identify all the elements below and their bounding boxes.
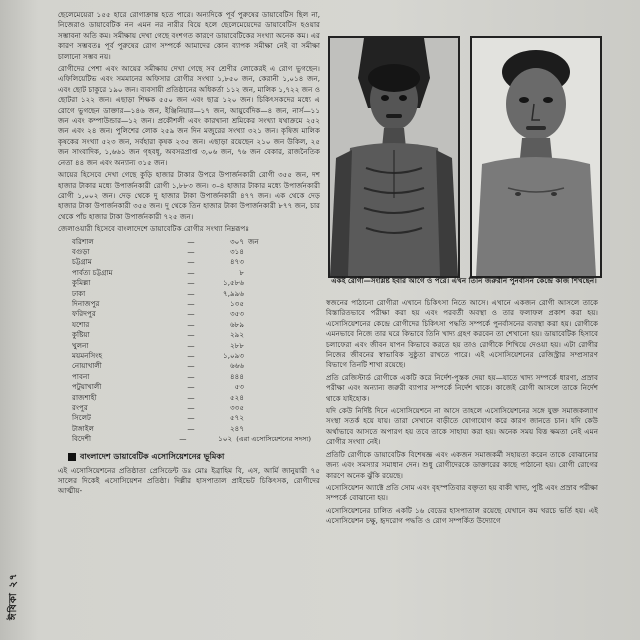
table-row: সিলেট — ৫৭২ [72, 413, 244, 423]
paragraph: রোগীদের পেশা এবং আয়ের সমীক্ষায় দেখা গেছে সব শ্রেণীর লোকেরই এ রোগ ভুগছেন। এফিলিয়েটিভ এবং সমমানের অফিসার রোগীর সংখ্যা ১,৮৫০ জন, কেরানী ১,০১৪ জন, এবং ছোট চাকুরে ১৯০ জন। ব্যবসায়ী প্রতিষ্ঠানের অধিকর্তা ১১২ জন, মালিক ১,৭২২ জন ও ছোটরা ১২২ জন। এছাড়া শিক্ষক ৫৫০ জন এবং ছাত্র ১২০ জন। চিকিৎসকদের মধ্যে এ রোগে ভুগছেন ডাক্তার—১৪৬ জন, ইঞ্জিনিয়ার—১৭ জন, আয়ুর্বেদিক—৪ জন, নার্স—১১ জন এবং কম্পাউন্ডার—১২ জন। প্রকৌশলী এবং কারখানা শ্রমিকের সংখ্যা যথাক্রমে ২৫২ জন এবং ২৪ জন। পুলিশের লোক ২৫৯ জন দিন মজুরের সংখ্যা ৩২১ জন। কৃষিজ মালিক কৃষকের সংখ্যা ৫২৩ জন, সর্বহারা কৃষক ২৩৫ জন। এছাড়া রয়েছেন ২১০ জন উকিল, ২৫ জন সাংবাদিক, ১,৬৬১ জন গৃহবধূ, অবসরপ্রাপ্ত ৩,০৬ জন, ৭৬ জন বেকার, রাজনৈতিক নেতা ৪৪ জন এবং অন্যান্য ৩১৫ জন। [58, 64, 320, 167]
section-heading: বাংলাদেশ ডায়াবেটিক এসোসিয়েশনের ভূমিকা [68, 451, 320, 464]
paragraph: ছেলেমেয়েরা ১৫৫ হারে রোগাক্রান্ত হতে পারে। অন্যদিকে পূর্ব পুরুষের ডায়াবেটিস ছিল না, নিজেরাও ডায়াবেটিক নন এমন নর নারীর বিয়ে হলে ছেলেমেয়েদের ডায়াবেটিস হওয়ার সম্ভাবনা অতি কম। সমীক্ষায় দেখা গেছে বংশগত কারণে ডায়াবেটিকের সংখ্যা অনেক কম। এর কারণ সম্ভবতঃ পূর্ব পুরুষের রোগ সম্পর্কে আমাদের কোন ব্যাপক সমীক্ষা নেই বা সমীক্ষা চালানো সম্ভব নয়। [58, 10, 320, 61]
paragraph: এই এসোসিয়েশনের প্রতিষ্ঠাতা প্রেসিডেন্ট ডঃ মোঃ ইব্রাহিম বি, এস, আর্মি জানুয়ারী ৭৫ সালের দিকেই এসোসিয়েশন প্রতিষ্ঠা। দিল্লীর হাসপাতাল প্রাইভেট চিকিৎসক, রোগীদের আত্মীয়- [58, 465, 320, 496]
paragraph: এসোসিয়েশন অ্যাক্টে প্রতি সোম এবং বৃহস্পতিবার বক্তৃতা হয় বাকী খাদ্য, পুষ্টি এবং প্রস্রাব পরীক্ষা সম্পর্কে বোঝানো হয়। [326, 482, 598, 503]
table-row: টাঙ্গাইল — ২৪৭ [72, 423, 244, 433]
photo-after [470, 36, 602, 278]
table-row: বিদেশী — ১০২ (এরা এসোসিয়েশনের সদস্য) [72, 434, 311, 444]
photo-before [328, 36, 460, 278]
table-row: পার্বত্য চট্টগ্রাম — ৮ [72, 267, 244, 277]
table-row: রংপুর — ৩৩৫ [72, 403, 244, 413]
paragraph: আয়ের হিসেবে দেখা গেছে কুড়ি হাজার টাকার উপরে উপার্জনকারী রোগী ৩৫৫ জন, দশ হাজার টাকার মধ্যে উপার্জনকারী রোগী ১,৮৮৩ জন। ৩–৪ হাজার টাকার মধ্যে উপার্জনকারী রোগী ১,০০২ জন। দেড় থেকে দু হাজার টাকা উপার্জনকারী ৪৭৭ জন। এক থেকে দেড় হাজার টাকা উপার্জনকারী ৩৫৫ জন। দু থেকে তিন হাজার টাকা উপার্জনকারী ৮৭৭ জন, চার থেকে পাঁচ হাজার টাকা উপার্জনকারী ৭২৫ জন। [58, 170, 320, 221]
table-row: কুমিল্লা — ১,৫৮৬ [72, 278, 244, 288]
table-row: রাজশাহী — ৫২৪ [72, 392, 244, 402]
table-row: ফরিদপুর — ৩৫৩ [72, 309, 244, 319]
bullet-icon [68, 453, 76, 461]
paragraph: প্রতিটি রোগীকে ডায়াবেটিক বিশেষজ্ঞ এবং একজন সমাজকর্মী সহায়তা করেন তাকে বোঝানোর জন্য এবং সমস্যার সমাধান দেন। শুধু রোগীদেরকে ডাক্তারের কাছে পাঠানো হয়। রোগী রোগের কারণে অনেক ঝুঁকি রয়েছে। [326, 449, 598, 480]
table-row: বগুড়া — ৩১৪ [72, 246, 244, 256]
table-row: পটুয়াখালী — ৫৩ [72, 382, 244, 392]
table-row: খুলনা — ২৮৮ [72, 340, 244, 350]
table-row: ময়মনসিংহ — ১,০৯৩ [72, 351, 244, 360]
table-row: ঢাকা — ৭,৯৯৬ [72, 288, 244, 298]
district-table [58, 237, 320, 445]
table-row: নোয়াখালী — ৬৬৬ [72, 361, 244, 371]
table-row: বরিশাল — ৩০৭ জন [72, 236, 259, 246]
table-row: যশোর — ৬৮৯ [72, 319, 244, 329]
left-column [58, 10, 320, 610]
paragraph: প্রতি রেজিস্টার্ড রোগীকে একটি করে নির্দেশ-পুস্তক দেয়া হয়—যাতে খাদ্য সম্পর্কে ধারণা, প্রস্রাব পরীক্ষা এবং অন্যান্য জরুরী ব্যাপার সম্পর্কে নির্দেশ থাকে। কাজেই রোগী আসলে তাকে নির্দেশ থাকে যাইহোক। [326, 372, 598, 403]
table-row: পাবনা — ৪৪৪ [72, 371, 244, 381]
page-footer-label: ঈষিকা ২৭ [8, 572, 19, 620]
table-row: চট্টগ্রাম — ৪৭৩ [72, 257, 244, 267]
right-column [326, 298, 598, 618]
table-row: দিনাজপুর — ১৩৫ [72, 298, 244, 308]
photo-caption: একই রোগী—সংশ্লিষ্ট হবার আগে ও পরে। এখন তিনি জরুরীন পুনর্বাসন কেন্দ্রে কাজ শিখছেন। [331, 276, 597, 285]
paragraph: স্বজনের পাঠানো রোগীরা এখানে চিকিৎসা নিতে আসে। এখানে একজন রোগী আসলে তাকে বিস্তারিতভাবে পরীক্ষা করা হয় এবং পরবর্তী অবস্থা ও তার ফলাফল প্রকাশ করা হয়। এসোসিয়েশনের কেন্দ্রে রোগীদের চিকিৎসা পদ্ধতি সম্পর্কে পুনর্বাসনের ব্যবস্থা করা হয়। রোগীকে এমনভাবে নিজে তার ঘরে কিভাবে তিনি খাদ্য গ্রহণ করবেন তা শেখানো হয়। ডায়াবেটিক হিসাবে চলাফেরা এবং জীবন যাপন কিভাবে করতে হয় তাও রোগীকে শিখিয়ে দেওয়া হয়। এটা রোগীর নিজের জীবনের স্বাভাবিক সুষ্ঠুতা রাখতে পারে। এই এসোসিয়েশনের রেজিস্ট্রার সম্প্রসারণ বিভাগে তিনটি শাখা রয়েছে। [326, 298, 598, 370]
paragraph: যদি কেউ নির্দিষ্ট দিনে এসোসিয়েশনে না আসে তাহলে এসোসিয়েশনের সঙ্গে যুক্ত সমাজকল্যাণ সংস্থা সতর্ক হয়ে যায়। তারা সেখানে বাড়ীতে যোগাযোগ করে কারণ জানতে চান। যদি কেউ অর্থাভাবে আসতে অপারগ হয় তবে তাকে সাহায্য করা হয়। অনেক সময় বিত্ত ক্ষমতা নেই এমন রোগীর সংখ্যা নেই। [326, 406, 598, 447]
paragraph: এসোসিয়েশনের চালিত একটি ১৬ বেডের হাসপাতাল রয়েছে যেখানে কম খরচে ভর্তি হয়। এই এসোসিয়েশন চক্ষু, হৃদরোগ পদ্ধতি ও রোগ সম্পর্কিত উদ্যোগে [326, 505, 598, 526]
table-row: কুষ্টিয়া — ২৯২ [72, 330, 244, 340]
paragraph: জেলাওয়ারী হিসেবে বাংলাদেশে ডায়াবেটিক রোগীর সংখ্যা নিম্নরূপঃ [58, 224, 250, 234]
